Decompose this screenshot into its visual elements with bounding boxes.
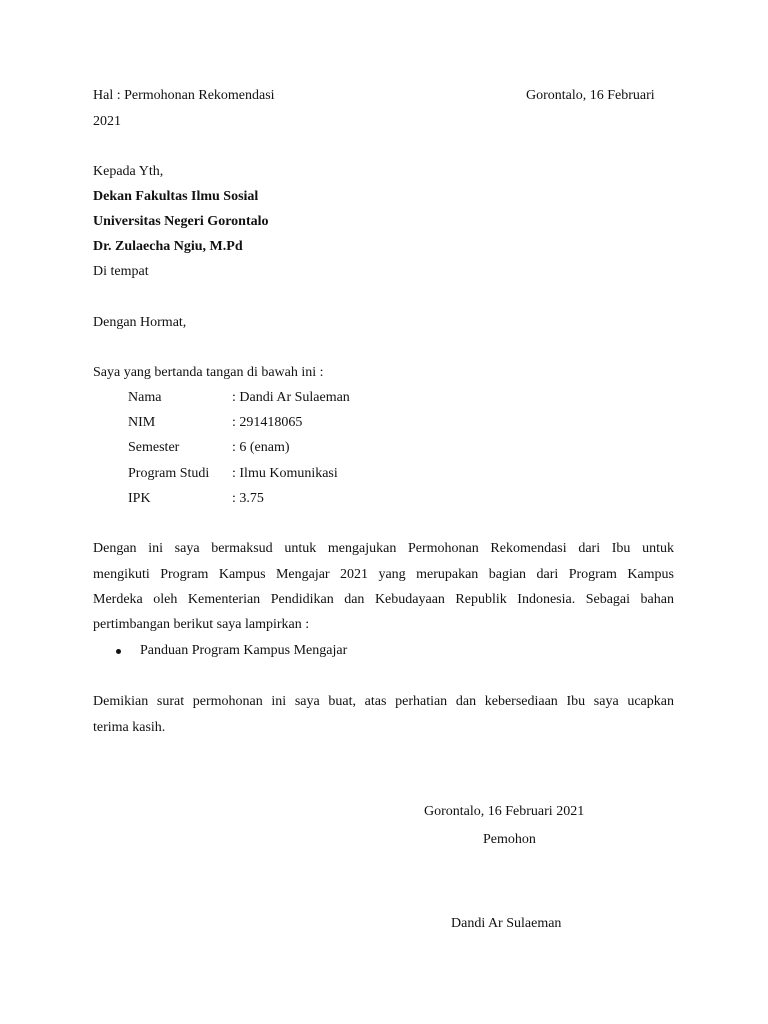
recipient-location: Di tempat (93, 264, 149, 279)
recipient-institution: Universitas Negeri Gorontalo (93, 214, 269, 229)
signature-role: Pemohon (483, 832, 536, 847)
field-value: : Ilmu Komunikasi (232, 466, 338, 481)
body-line: Merdeka oleh Kementerian Pendidikan dan Kebudayaan Republik Indonesia. Sebagai bahan (93, 592, 674, 607)
field-label: Nama (128, 390, 162, 405)
field-value: : 291418065 (232, 415, 303, 430)
recipient-name: Dr. Zulaecha Ngiu, M.Pd (93, 239, 243, 254)
field-value: : 6 (enam) (232, 440, 290, 455)
letter-place-date-year: 2021 (93, 114, 121, 129)
salutation: Dengan Hormat, (93, 315, 187, 330)
field-value: : 3.75 (232, 491, 264, 506)
signature-name: Dandi Ar Sulaeman (451, 916, 562, 931)
body-line: pertimbangan berikut saya lampirkan : (93, 617, 310, 632)
bullet-icon (116, 649, 121, 654)
letter-place-date: Gorontalo, 16 Februari (526, 88, 655, 103)
body-line: Dengan ini saya bermaksud untuk mengajukan Permohonan Rekomendasi dari Ibu untuk (93, 541, 674, 556)
field-label: NIM (128, 415, 156, 430)
intro-text: Saya yang bertanda tangan di bawah ini : (93, 365, 324, 380)
attachment-label: Panduan Program Kampus Mengajar (140, 643, 348, 658)
body-line: mengikuti Program Kampus Mengajar 2021 yang merupakan bagian dari Program Kampus (93, 567, 674, 582)
field-label: Program Studi (128, 466, 210, 481)
recipient-greeting: Kepada Yth, (93, 164, 164, 179)
field-label: Semester (128, 440, 180, 455)
closing-line: terima kasih. (93, 720, 166, 735)
field-label: IPK (128, 491, 151, 506)
signature-place-date: Gorontalo, 16 Februari 2021 (424, 804, 585, 819)
field-value: : Dandi Ar Sulaeman (232, 390, 350, 405)
letter-subject: Hal : Permohonan Rekomendasi (93, 88, 275, 103)
recipient-title: Dekan Fakultas Ilmu Sosial (93, 189, 259, 204)
closing-line: Demikian surat permohonan ini saya buat, atas perhatian dan kebersediaan Ibu saya ucapkan (93, 694, 674, 709)
